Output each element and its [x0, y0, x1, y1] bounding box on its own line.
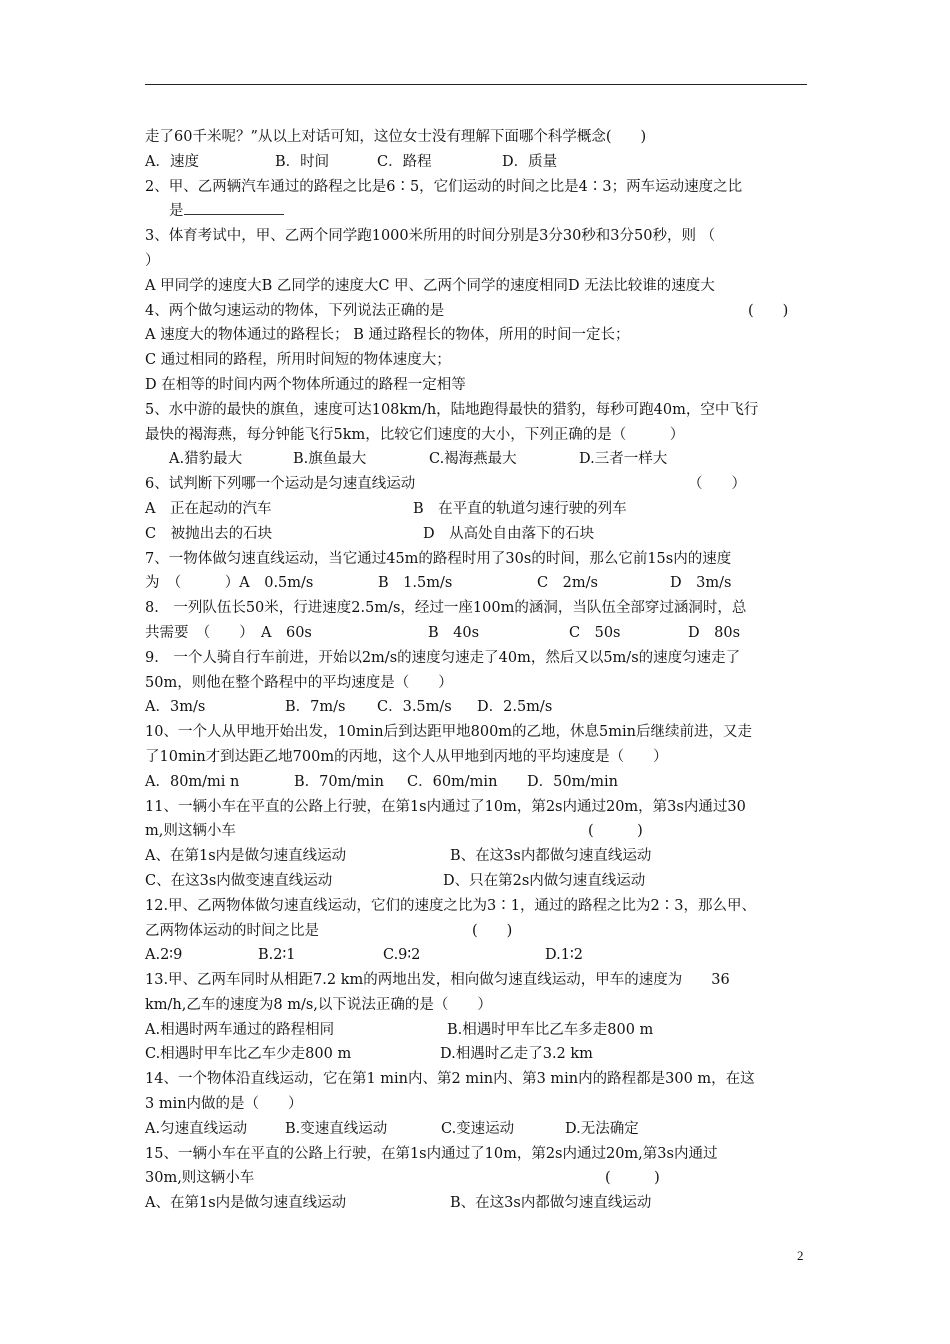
- text-line: [145, 720, 810, 745]
- page-number: 2: [797, 1248, 804, 1263]
- text-segment: D．50m/min: [527, 773, 618, 790]
- text-segment: C 通过相同的路程，所用时间短的物体速度大；: [145, 352, 451, 369]
- text-segment: ( ): [588, 823, 643, 840]
- text-segment: 10、一个人从甲地开始出发，10min后到达距甲地800m的乙地，休息5min后继续前进，又走: [145, 724, 753, 741]
- text-line: [145, 919, 810, 944]
- text-segment: A、在第1s内是做匀速直线运动: [145, 848, 347, 865]
- text-line: [145, 571, 810, 596]
- text-line: [145, 770, 810, 795]
- text-line: [145, 522, 810, 547]
- text-line: [145, 175, 810, 200]
- text-segment: D．质量: [502, 153, 558, 170]
- text-line: [145, 695, 810, 720]
- text-segment: A.匀速直线运动: [145, 1120, 248, 1137]
- text-segment: D．2.5m/s: [477, 699, 553, 716]
- text-segment: 5、水中游的最快的旗鱼，速度可达108km/h，陆地跑得最快的猎豹，每秒可跑40m，空中飞行: [145, 401, 759, 418]
- document-body: [145, 125, 810, 1216]
- text-line: [145, 1117, 810, 1142]
- text-segment: 14、一个物体沿直线运动，它在第1 min内、第2 min内、第3 min内的路程都是300 m，在这: [145, 1071, 755, 1088]
- text-segment: A.相遇时两车通过的路程相同: [145, 1021, 335, 1038]
- text-line: [145, 993, 810, 1018]
- text-line: [145, 745, 810, 770]
- text-segment: 15、一辆小车在平直的公路上行驶，在第1s内通过了10m，第2s内通过20m,第3s内通过: [145, 1145, 718, 1162]
- text-segment: B.相遇时甲车比乙车多走800 m: [447, 1021, 654, 1038]
- text-segment: 是: [169, 199, 284, 224]
- text-line: [145, 596, 810, 621]
- text-segment: A．80m/mi n: [145, 773, 240, 790]
- text-line: [145, 1018, 810, 1043]
- text-segment: 9. 一个人骑自行车前进，开始以2m/s的速度匀速走了40m，然后又以5m/s的速度匀速走了: [145, 649, 741, 666]
- text-segment: B 在平直的轨道匀速行驶的列车: [413, 500, 627, 517]
- text-line: [145, 323, 810, 348]
- text-segment: D.1∶2: [545, 947, 583, 964]
- text-line: [145, 199, 810, 224]
- text-segment: B.旗鱼最大: [293, 451, 367, 468]
- text-line: [145, 671, 810, 696]
- text-segment: 4、两个做匀速运动的物体，下列说法正确的是: [145, 302, 445, 319]
- text-segment: 6、试判断下列哪一个运动是匀速直线运动: [145, 476, 416, 493]
- text-line: [145, 150, 810, 175]
- text-line: [145, 894, 810, 919]
- text-segment: A．3m/s: [145, 699, 206, 716]
- text-line: [145, 968, 810, 993]
- text-segment: 11、一辆小车在平直的公路上行驶，在第1s内通过了10m，第2s内通过20m，第3s内通过30: [145, 798, 746, 815]
- text-segment: A、在第1s内是做匀速直线运动: [145, 1195, 347, 1212]
- text-line: [145, 795, 810, 820]
- text-segment: 13.甲、乙两车同时从相距7.2 km的两地出发，相向做匀速直线运动，甲车的速度为 36: [145, 972, 730, 989]
- text-line: [145, 497, 810, 522]
- text-segment: D.三者一样大: [579, 451, 668, 468]
- text-line: [145, 1191, 810, 1216]
- text-line: [145, 1092, 810, 1117]
- text-line: [145, 844, 810, 869]
- text-segment: A 甲同学的速度大B 乙同学的速度大C 甲、乙两个同学的速度相同D 无法比较谁的速度大: [145, 277, 715, 294]
- text-segment: ( ): [605, 1170, 660, 1187]
- text-segment: 乙两物体运动的时间之比是: [145, 922, 319, 939]
- text-segment: B.2∶1: [258, 947, 296, 964]
- text-segment: 8. 一列队伍长50米，行进速度2.5m/s，经过一座100m的涵洞，当队伍全部穿过涵洞时，总: [145, 600, 747, 617]
- text-segment: ）: [145, 252, 160, 269]
- text-segment: C.9∶2: [383, 947, 421, 964]
- text-segment: D 从高处自由落下的石块: [423, 525, 595, 542]
- text-line: [145, 621, 810, 646]
- text-line: [145, 1067, 810, 1092]
- text-segment: B．7m/s: [285, 699, 346, 716]
- text-segment: C 50s: [569, 624, 621, 641]
- text-segment: 最快的褐海燕，每分钟能飞行5km，比较它们速度的大小，下列正确的是（ ）: [145, 426, 685, 443]
- text-line: [145, 869, 810, 894]
- text-segment: C 被抛出去的石块: [145, 525, 273, 542]
- header-rule: [145, 84, 807, 85]
- text-segment: 2、甲、乙两辆汽车通过的路程之比是6∶5，它们运动的时间之比是4∶3；两车运动速度之比: [145, 178, 743, 195]
- text-line: [145, 472, 810, 497]
- answer-blank[interactable]: [184, 200, 284, 215]
- text-segment: A 正在起动的汽车: [145, 500, 272, 517]
- text-segment: A.2∶9: [145, 947, 183, 964]
- text-segment: C．路程: [377, 153, 432, 170]
- text-segment: 30m,则这辆小车: [145, 1170, 255, 1187]
- text-segment: B、在这3s内都做匀速直线运动: [450, 848, 652, 865]
- text-segment: 走了60千米呢？”从以上对话可知，这位女士没有理解下面哪个科学概念( ): [145, 129, 647, 145]
- text-line: [145, 249, 810, 274]
- text-segment: ( ): [748, 302, 789, 319]
- text-line: [145, 299, 810, 324]
- text-segment: D.相遇时乙走了3.2 km: [440, 1046, 593, 1063]
- text-segment: 为 （ ）A 0.5m/s: [145, 575, 314, 592]
- text-segment: 共需要 （ ） A 60s: [145, 624, 312, 641]
- text-line: [145, 819, 810, 844]
- text-segment: 3 min内做的是（ ）: [145, 1096, 303, 1113]
- text-segment: （ ）: [688, 476, 746, 493]
- text-segment: B．70m/min: [294, 773, 384, 790]
- text-segment: C 2m/s: [537, 575, 598, 592]
- text-line: [145, 447, 810, 472]
- text-segment: 7、一物体做匀速直线运动，当它通过45m的路程时用了30s的时间，那么它前15s内的速度: [145, 550, 732, 567]
- text-segment: A 速度大的物体通过的路程长； B 通过路程长的物体，所用的时间一定长；: [145, 327, 630, 344]
- text-segment: 了10min才到达距乙地700m的丙地，这个人从甲地到丙地的平均速度是（ ）: [145, 748, 668, 765]
- text-line: [145, 547, 810, 572]
- text-line: [145, 943, 810, 968]
- text-segment: B、在这3s内都做匀速直线运动: [450, 1195, 652, 1212]
- text-line: [145, 1166, 810, 1191]
- text-line: [145, 373, 810, 398]
- text-segment: B．时间: [275, 153, 330, 170]
- text-segment: ( ): [472, 922, 513, 939]
- text-line: [145, 646, 810, 671]
- text-segment: m,则这辆小车: [145, 823, 236, 840]
- text-segment: D 在相等的时间内两个物体所通过的路程一定相等: [145, 376, 466, 393]
- text-segment: B.变速直线运动: [285, 1120, 388, 1137]
- text-line: [145, 274, 810, 299]
- text-line: [145, 125, 810, 150]
- text-segment: C.变速运动: [441, 1120, 515, 1137]
- text-segment: A.猎豹最大: [169, 451, 243, 468]
- text-line: [145, 224, 810, 249]
- text-segment: D 80s: [688, 624, 741, 641]
- text-segment: 12.甲、乙两物体做匀速直线运动，它们的速度之比为3∶1，通过的路程之比为2∶3，那么甲、: [145, 897, 756, 914]
- text-segment: C.褐海燕最大: [429, 451, 517, 468]
- text-segment: C、在这3s内做变速直线运动: [145, 872, 333, 889]
- text-line: [145, 398, 810, 423]
- text-segment: D、只在第2s内做匀速直线运动: [443, 872, 646, 889]
- text-segment: C．3.5m/s: [377, 699, 452, 716]
- text-segment: C．60m/min: [407, 773, 498, 790]
- text-segment: D 3m/s: [670, 575, 732, 592]
- text-segment: C.相遇时甲车比乙车少走800 m: [145, 1046, 352, 1063]
- text-segment: D.无法确定: [565, 1120, 639, 1137]
- text-line: [145, 1142, 810, 1167]
- text-segment: B 40s: [428, 624, 480, 641]
- text-line: [145, 1042, 810, 1067]
- text-segment: B 1.5m/s: [378, 575, 453, 592]
- text-line: [145, 348, 810, 373]
- text-segment: km/h,乙车的速度为8 m/s,以下说法正确的是（ ）: [145, 996, 492, 1013]
- text-segment: A．速度: [145, 153, 199, 170]
- text-segment: 3、体育考试中，甲、乙两个同学跑1000米所用的时间分别是3分30秒和3分50秒，则 （: [145, 228, 716, 245]
- text-segment: 50m，则他在整个路程中的平均速度是（ ）: [145, 674, 453, 691]
- text-line: [145, 423, 810, 448]
